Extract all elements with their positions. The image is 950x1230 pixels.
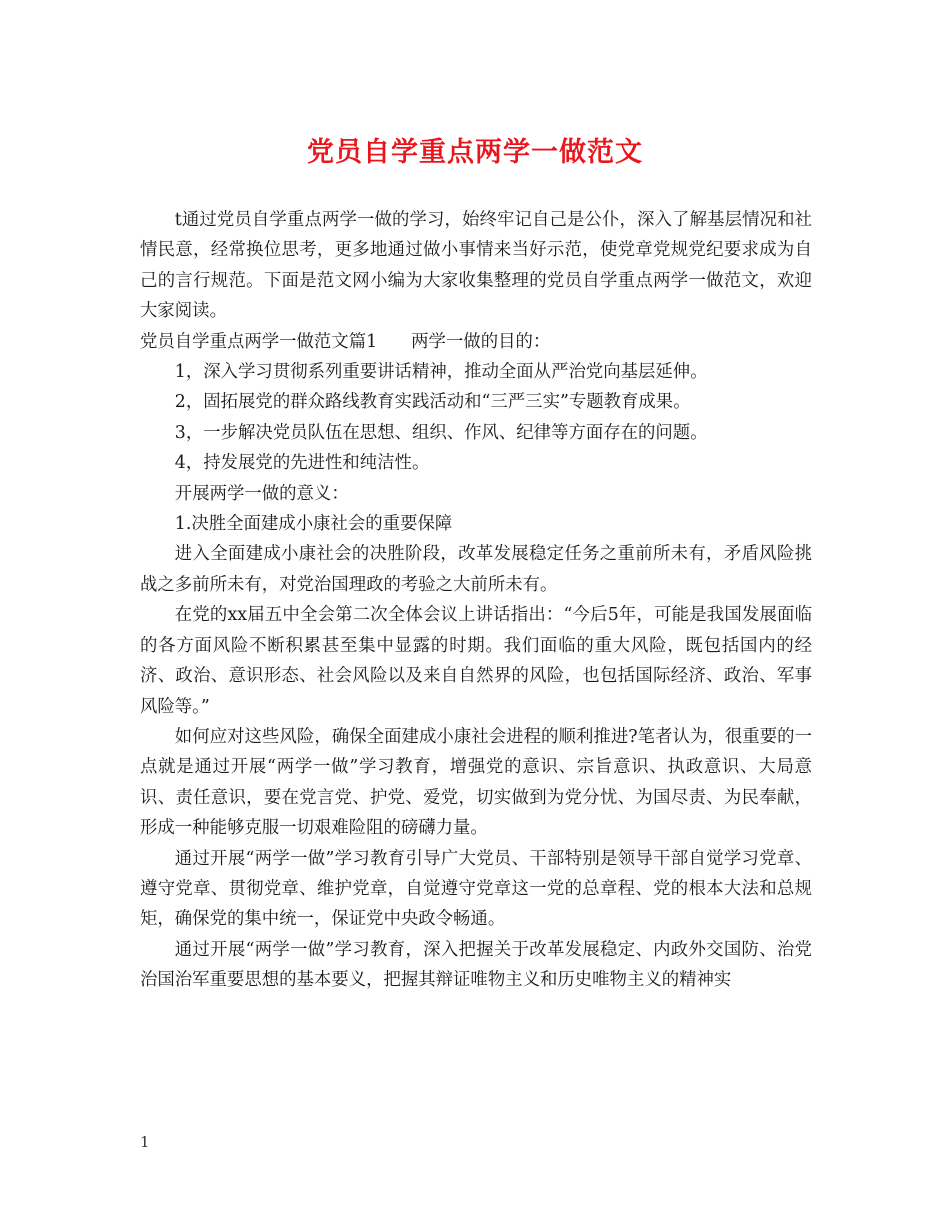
meaning-subheading-1: 1.决胜全面建成小康社会的重要保障 [174, 514, 453, 535]
document-title: 党员自学重点两学一做范文 [307, 137, 643, 168]
body-paragraph-4: 通过开展“两学一做”学习教育引导广大党员、干部特别是领导干部自觉学习党章、遵守党章、贯彻党章、维护党章，自觉遵守党章这一党的总章程、党的根本大法和总规矩，确保党的集中统一，保证党中央政令畅通。 [140, 848, 812, 930]
meaning-heading: 开展两学一做的意义： [174, 483, 349, 504]
page-number: 1 [140, 1133, 150, 1151]
body-paragraph-2: 在党的xx届五中全会第二次全体会议上讲话指出：“今后5年，可能是我国发展面临的各方面风险不断积累甚至集中显露的时期。我们面临的重大风险，既包括国内的经济、政治、意识形态、社会风险以及来自自然界的风险，也包括国际经济、政治、军事风险等。” [140, 605, 812, 717]
purpose-item-4: 4，持发展党的先进性和纯洁性。 [174, 453, 430, 474]
purpose-item-3: 3，一步解决党员队伍在思想、组织、作风、纪律等方面存在的问题。 [174, 422, 708, 443]
document-body [140, 205, 812, 996]
purpose-item-2: 2，固拓展党的群众路线教育实践活动和“三严三实”专题教育成果。 [174, 392, 691, 413]
body-paragraph-1: 进入全面建成小康社会的决胜阶段，改革发展稳定任务之重前所未有，矛盾风险挑战之多前所未有，对党治国理政的考验之大前所未有。 [140, 544, 812, 595]
body-paragraph-5: 通过开展“两学一做”学习教育，深入把握关于改革发展稳定、内政外交国防、治党治国治军重要思想的基本要义，把握其辩证唯物主义和历史唯物主义的精神实 [140, 939, 812, 991]
body-paragraph-3: 如何应对这些风险，确保全面建成小康社会进程的顺利推进?笔者认为，很重要的一点就是通过开展“两学一做”学习教育，增强党的意识、宗旨意识、执政意识、大局意识、责任意识，要在党言党、护党、爱党，切实做到为党分忧、为国尽责、为民奉献，形成一种能够克服一切艰难险阻的磅礴力量。 [140, 726, 812, 839]
purpose-heading: 两学一做的目的： [411, 331, 551, 352]
purpose-item-1: 1，深入学习贯彻系列重要讲话精神，推动全面从严治党向基层延伸。 [174, 362, 708, 383]
section-title: 党员自学重点两学一做范文篇1 [140, 331, 378, 352]
section-heading-line [140, 327, 812, 357]
intro-paragraph: t通过党员自学重点两学一做的学习，始终牢记自己是公仆，深入了解基层情况和社情民意，经常换位思考，更多地通过做小事情来当好示范，使党章党规党纪要求成为自己的言行规范。下面是范文网小编为大家收集整理的党员自学重点两学一做范文，欢迎大家阅读。 [140, 210, 812, 322]
